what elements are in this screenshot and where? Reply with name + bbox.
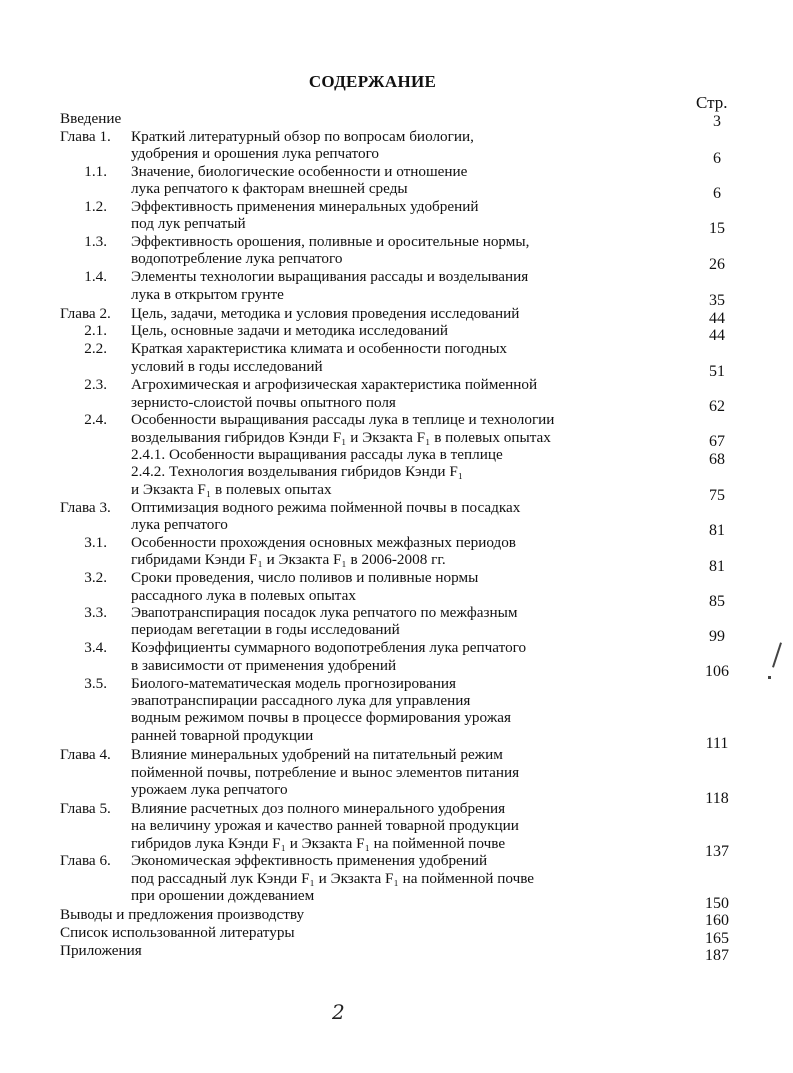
toc-entry-title: лука в открытом грунте bbox=[131, 286, 284, 303]
toc-entry-title: Агрохимическая и агрофизическая характеристика пойменной bbox=[131, 376, 538, 393]
page-title: СОДЕРЖАНИЕ bbox=[308, 72, 437, 91]
toc-entry bbox=[0, 233, 793, 250]
toc-entry bbox=[0, 446, 793, 463]
section-number: 1.3. bbox=[84, 233, 107, 250]
chapter-number: Глава 4. bbox=[60, 746, 111, 763]
toc-entry-title: 2.4.1. Особенности выращивания рассады лука в теплице bbox=[131, 446, 503, 463]
toc-entry bbox=[0, 587, 793, 604]
toc-entry bbox=[0, 268, 793, 285]
toc-entry-title: Сроки проведения, число поливов и поливные нормы bbox=[131, 569, 479, 586]
toc-entry bbox=[0, 145, 793, 162]
toc-entry bbox=[0, 639, 793, 656]
toc-entry bbox=[0, 942, 793, 959]
toc-entry-title: гибридами Кэнди F₁ и Экзакта F₁ в 2006-2008 гг. bbox=[131, 551, 446, 568]
toc-entry-title: Краткая характеристика климата и особенности погодных bbox=[131, 340, 508, 357]
toc-entry-title: Коэффициенты суммарного водопотребления лука репчатого bbox=[131, 639, 527, 656]
toc-entry bbox=[0, 781, 793, 798]
toc-entry-title: Особенности выращивания рассады лука в теплице и технологии bbox=[131, 411, 555, 428]
toc-entry-title: Цель, основные задачи и методика исследований bbox=[131, 322, 449, 339]
toc-entry bbox=[0, 692, 793, 709]
toc-page-number: 165 bbox=[705, 930, 729, 947]
toc-entry bbox=[0, 621, 793, 638]
section-number: 2.1. bbox=[84, 322, 107, 339]
toc-entry-title: Особенности прохождения основных межфазных периодов bbox=[131, 534, 516, 551]
section-number: 1.4. bbox=[84, 268, 107, 285]
toc-entry-title: Введение bbox=[60, 110, 122, 127]
toc-entry-title: возделывания гибридов Кэнди F₁ и Экзакта F₁ в полевых опытах bbox=[131, 429, 551, 446]
toc-entry bbox=[0, 551, 793, 568]
toc-entry bbox=[0, 675, 793, 692]
toc-entry bbox=[0, 727, 793, 744]
toc-entry-title: Выводы и предложения производству bbox=[60, 906, 305, 923]
toc-page-number: 81 bbox=[709, 558, 725, 575]
toc-entry-title: эвапотранспирации рассадного лука для управления bbox=[131, 692, 471, 709]
toc-entry bbox=[0, 198, 793, 215]
toc-entry bbox=[0, 358, 793, 375]
toc-entry-title: Оптимизация водного режима пойменной почвы в посадках bbox=[131, 499, 521, 516]
chapter-number: Глава 3. bbox=[60, 499, 111, 516]
toc-entry-title: Биолого-математическая модель прогнозирования bbox=[131, 675, 457, 692]
toc-entry-title: и Экзакта F₁ в полевых опытах bbox=[131, 481, 332, 498]
toc-entry-title: периодам вегетации в годы исследований bbox=[131, 621, 400, 638]
toc-page-number: 26 bbox=[709, 256, 725, 273]
toc-entry bbox=[0, 163, 793, 180]
toc-entry-title: урожаем лука репчатого bbox=[131, 781, 288, 798]
toc-page-number: 150 bbox=[705, 895, 729, 912]
toc-entry bbox=[0, 110, 793, 127]
chapter-number: Глава 1. bbox=[60, 128, 111, 145]
toc-page-number: 3 bbox=[713, 113, 721, 130]
toc-page-number: 67 bbox=[709, 433, 725, 450]
toc-entry-title: гибридов лука Кэнди F₁ и Экзакта F₁ на пойменной почве bbox=[131, 835, 506, 852]
toc-page-number: 15 bbox=[709, 220, 725, 237]
section-number: 3.5. bbox=[84, 675, 107, 692]
chapter-number: Глава 6. bbox=[60, 852, 111, 869]
toc-entry bbox=[0, 906, 793, 923]
section-number: 2.2. bbox=[84, 340, 107, 357]
toc-entry-title: под рассадный лук Кэнди F₁ и Экзакта F₁ на пойменной почве bbox=[131, 870, 535, 887]
chapter-number: Глава 2. bbox=[60, 305, 111, 322]
toc-entry-title: пойменной почвы, потребление и вынос элементов питания bbox=[131, 764, 520, 781]
toc-entry bbox=[0, 322, 793, 339]
toc-entry-title: водным режимом почвы в процессе формирования урожая bbox=[131, 709, 511, 726]
toc-entry bbox=[0, 180, 793, 197]
toc-entry-title: Влияние минеральных удобрений на питательный режим bbox=[131, 746, 503, 763]
toc-entry-title: рассадного лука в полевых опытах bbox=[131, 587, 356, 604]
toc-page-number: 75 bbox=[709, 487, 725, 504]
toc-entry bbox=[0, 499, 793, 516]
section-number: 3.3. bbox=[84, 604, 107, 621]
toc-entry-title: Экономическая эффективность применения удобрений bbox=[131, 852, 488, 869]
toc-page-number: 44 bbox=[709, 310, 725, 327]
toc-entry-title: 2.4.2. Технология возделывания гибридов Кэнди F₁ bbox=[131, 463, 464, 480]
section-number: 3.2. bbox=[84, 569, 107, 586]
toc-entry-title: Эффективность орошения, поливные и оросительные нормы, bbox=[131, 233, 530, 250]
toc-entry bbox=[0, 817, 793, 834]
toc-entry bbox=[0, 924, 793, 941]
toc-page-number: 160 bbox=[705, 912, 729, 929]
toc-entry-title: Цель, задачи, методика и условия проведения исследований bbox=[131, 305, 520, 322]
toc-entry bbox=[0, 604, 793, 621]
section-number: 1.1. bbox=[84, 163, 107, 180]
toc-entry-title: Влияние расчетных доз полного минерального удобрения bbox=[131, 800, 506, 817]
section-number: 2.3. bbox=[84, 376, 107, 393]
toc-entry bbox=[0, 870, 793, 887]
toc-entry-title: Значение, биологические особенности и отношение bbox=[131, 163, 468, 180]
toc-entry bbox=[0, 657, 793, 674]
toc-page-number: 106 bbox=[705, 663, 729, 680]
toc-entry bbox=[0, 746, 793, 763]
section-number: 3.4. bbox=[84, 639, 107, 656]
toc-entry bbox=[0, 305, 793, 322]
toc-entry bbox=[0, 764, 793, 781]
toc-entry-title: лука репчатого bbox=[131, 516, 228, 533]
toc-entry bbox=[0, 852, 793, 869]
toc-entry bbox=[0, 534, 793, 551]
toc-entry-title: Эффективность применения минеральных удобрений bbox=[131, 198, 479, 215]
toc-entry-title: ранней товарной продукции bbox=[131, 727, 314, 744]
toc-entry-title: условий в годы исследований bbox=[131, 358, 323, 375]
toc-page-number: 35 bbox=[709, 292, 725, 309]
scan-mark bbox=[768, 676, 771, 679]
toc-entry-title: Эвапотранспирация посадок лука репчатого по межфазным bbox=[131, 604, 518, 621]
toc-entry-title: Список использованной литературы bbox=[60, 924, 295, 941]
toc-page-number: 68 bbox=[709, 451, 725, 468]
toc-entry bbox=[0, 340, 793, 357]
toc-entry bbox=[0, 516, 793, 533]
toc-entry bbox=[0, 215, 793, 232]
toc-entry-title: зернисто-слоистой почвы опытного поля bbox=[131, 394, 396, 411]
toc-entry-title: водопотребление лука репчатого bbox=[131, 250, 343, 267]
section-number: 2.4. bbox=[84, 411, 107, 428]
toc-entry-title: лука репчатого к факторам внешней среды bbox=[131, 180, 408, 197]
page-column-header: Стр. bbox=[696, 93, 728, 112]
toc-entry-title: Приложения bbox=[60, 942, 142, 959]
toc-page-number: 187 bbox=[705, 947, 729, 964]
toc-page-number: 81 bbox=[709, 522, 725, 539]
toc-entry bbox=[0, 128, 793, 145]
toc-page-number: 99 bbox=[709, 628, 725, 645]
toc-entry-title: удобрения и орошения лука репчатого bbox=[131, 145, 380, 162]
toc-entry bbox=[0, 569, 793, 586]
toc-entry-title: под лук репчатый bbox=[131, 215, 246, 232]
toc-entry bbox=[0, 250, 793, 267]
toc-page-number: 51 bbox=[709, 363, 725, 380]
toc-page-number: 118 bbox=[705, 790, 729, 807]
toc-entry bbox=[0, 394, 793, 411]
chapter-number: Глава 5. bbox=[60, 800, 111, 817]
toc-entry bbox=[0, 411, 793, 428]
toc-entry bbox=[0, 709, 793, 726]
toc-page-number: 6 bbox=[713, 185, 721, 202]
toc-entry-title: Краткий литературный обзор по вопросам биологии, bbox=[131, 128, 474, 145]
page-number: 2 bbox=[332, 1000, 345, 1024]
toc-page-number: 62 bbox=[709, 398, 725, 415]
toc-entry-title: при орошении дождеванием bbox=[131, 887, 315, 904]
toc-entry bbox=[0, 835, 793, 852]
toc-entry-title: в зависимости от применения удобрений bbox=[131, 657, 397, 674]
toc-entry bbox=[0, 429, 793, 446]
toc-entry bbox=[0, 376, 793, 393]
toc-entry bbox=[0, 481, 793, 498]
toc-page-number: 111 bbox=[705, 735, 729, 752]
toc-page-number: 137 bbox=[705, 843, 729, 860]
toc-entry-title: Элементы технологии выращивания рассады и возделывания bbox=[131, 268, 529, 285]
toc-entry bbox=[0, 800, 793, 817]
section-number: 1.2. bbox=[84, 198, 107, 215]
toc-entry-title: на величину урожая и качество ранней товарной продукции bbox=[131, 817, 519, 834]
toc-entry bbox=[0, 463, 793, 480]
toc-entry bbox=[0, 887, 793, 904]
toc-page-number: 85 bbox=[709, 593, 725, 610]
toc-entry bbox=[0, 286, 793, 303]
toc-page-number: 44 bbox=[709, 327, 725, 344]
section-number: 3.1. bbox=[84, 534, 107, 551]
toc-page-number: 6 bbox=[713, 150, 721, 167]
